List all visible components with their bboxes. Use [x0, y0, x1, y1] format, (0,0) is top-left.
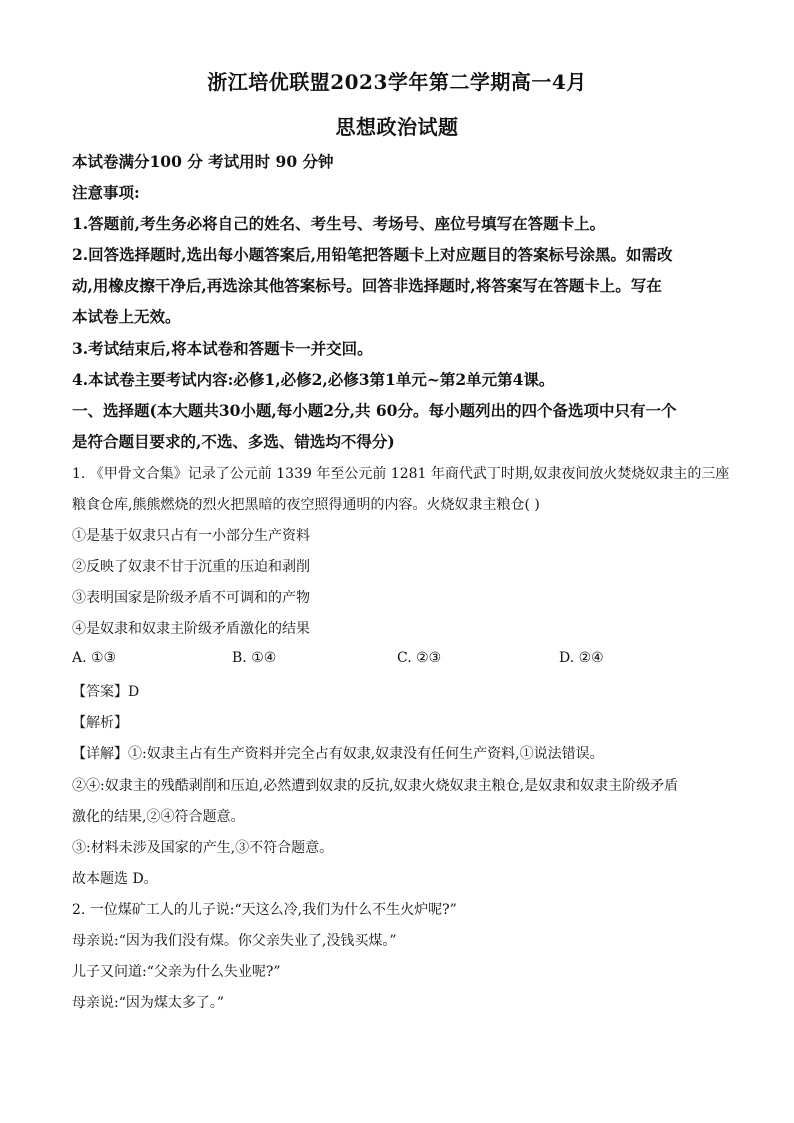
question-1-statement-4: ④是奴隶和奴隶主阶级矛盾激化的结果 — [72, 621, 310, 637]
notice-item-1: 1.答题前,考生务必将自己的姓名、考生号、考场号、座位号填写在答题卡上。 — [72, 214, 606, 233]
section-heading-cont: 是符合题目要求的,不选、多选、错选均不得分) — [72, 432, 395, 451]
question-2-line-2: 母亲说:“因为我们没有煤。你父亲失业了,没钱买煤。” — [72, 933, 397, 949]
option-d: D. ②④ — [559, 650, 604, 666]
section-heading: 一、选择题(本大题共30小题,每小题2分,共 60分。每小题列出的四个备选项中只有一个 — [72, 401, 677, 420]
question-1-detail-1: 【详解】①:奴隶主占有生产资料并完全占有奴隶,奴隶没有任何生产资料,①说法错误。 — [72, 746, 604, 762]
question-1-analysis-label: 【解析】 — [72, 715, 128, 731]
question-1-stem: 1. 《甲骨文合集》记录了公元前 1339 年至公元前 1281 年商代武丁时期,奴隶夜间放火焚烧奴隶主的三座 — [72, 466, 730, 482]
question-2-line-4: 母亲说:“因为煤太多了。” — [72, 995, 225, 1011]
question-1-detail-3: ③:材料未涉及国家的产生,③不符合题意。 — [72, 840, 334, 856]
notice-item-4: 4.本试卷主要考试内容:必修1,必修2,必修3第1单元~第2单元第4课。 — [72, 370, 555, 389]
notice-item-2-cont: 动,用橡皮擦干净后,再选涂其他答案标号。回答非选择题时,将答案写在答题卡上。写在 — [72, 276, 662, 295]
exam-info: 本试卷满分100 分 考试用时 90 分钟 — [72, 152, 334, 171]
question-1-detail-2-cont: 激化的结果,②④符合题意。 — [72, 809, 245, 825]
notice-item-2: 2.回答选择题时,选出每小题答案后,用铅笔把答题卡上对应题目的答案标号涂黑。如需改 — [72, 245, 673, 264]
notice-item-2-cont2: 本试卷上无效。 — [72, 307, 181, 326]
option-a: A. ①③ — [72, 650, 117, 666]
notice-heading: 注意事项: — [72, 183, 140, 202]
exam-subject-title: 思想政治试题 — [335, 115, 459, 139]
question-2-line-3: 儿子又问道:“父亲为什么失业呢?” — [72, 964, 281, 980]
question-1-statement-2: ②反映了奴隶不甘于沉重的压迫和剥削 — [72, 559, 310, 575]
question-1-answer: 【答案】D — [72, 684, 140, 700]
notice-item-3: 3.考试结束后,将本试卷和答题卡一并交回。 — [72, 339, 373, 358]
question-1-conclusion: 故本题选 D。 — [72, 871, 158, 887]
question-1-detail-2: ②④:奴隶主的残酷剥削和压迫,必然遭到奴隶的反抗,奴隶火烧奴隶主粮仓,是奴隶和奴隶主阶级矛盾 — [72, 778, 679, 794]
question-2-line-1: 2. 一位煤矿工人的儿子说:“天这么冷,我们为什么不生火炉呢?” — [72, 902, 457, 918]
question-1-statement-1: ①是基于奴隶只占有一小部分生产资料 — [72, 528, 310, 544]
question-1-options — [72, 650, 724, 670]
exam-title: 浙江培优联盟2023学年第二学期高一4月 — [207, 70, 587, 94]
question-1-statement-3: ③表明国家是阶级矛盾不可调和的产物 — [72, 590, 310, 606]
question-1-stem-cont: 粮食仓库,熊熊燃烧的烈火把黑暗的夜空照得通明的内容。火烧奴隶主粮仓( ) — [72, 497, 540, 513]
option-b: B. ①④ — [232, 650, 277, 666]
option-c: C. ②③ — [397, 650, 442, 666]
